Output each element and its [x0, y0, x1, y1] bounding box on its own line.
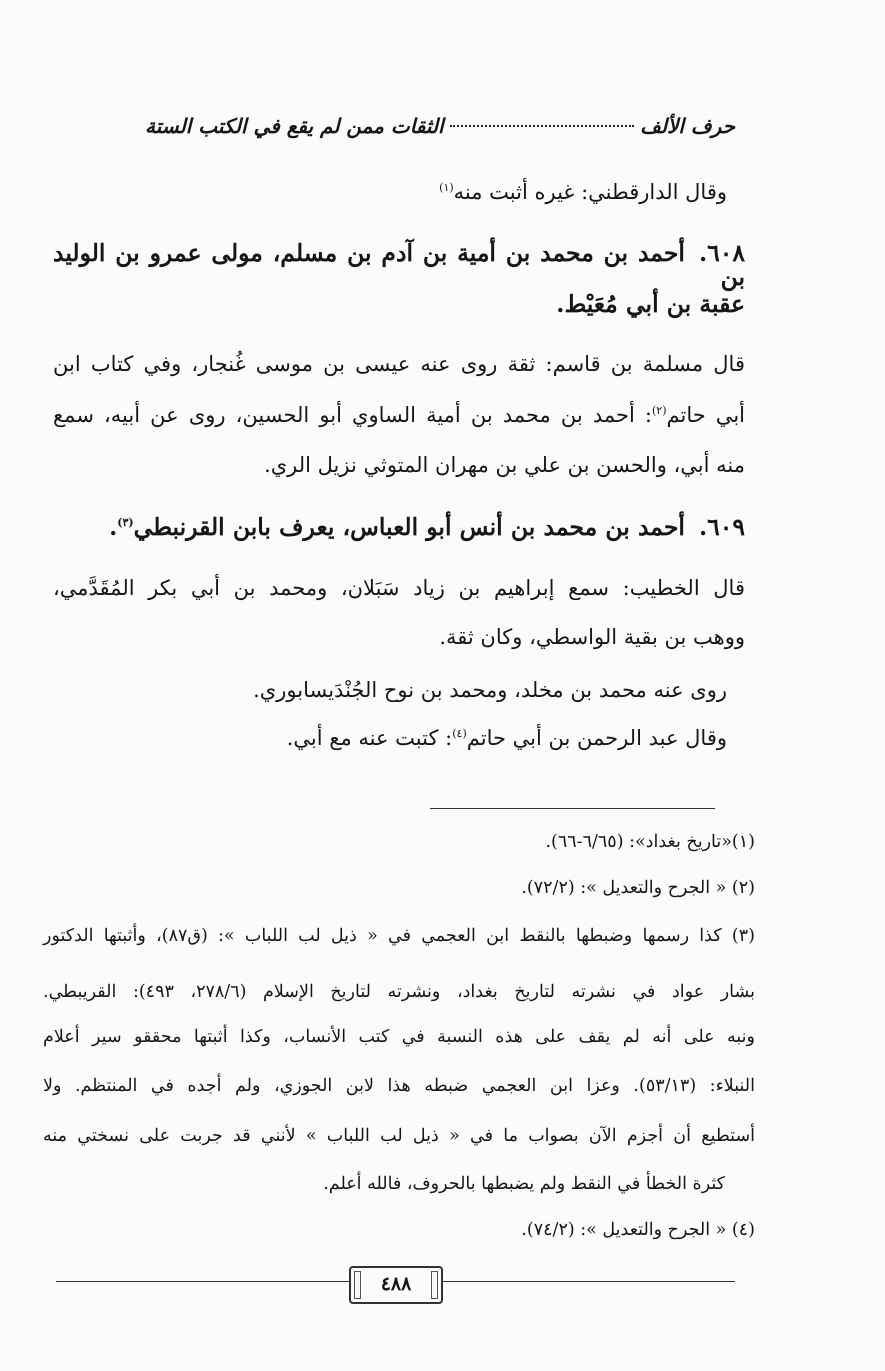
- entry-number: ٦٠٩.: [698, 513, 745, 541]
- book-title: الثقات ممن لم يقع في الكتب الستة: [145, 114, 444, 138]
- page-number: ٤٨٨: [349, 1266, 443, 1304]
- entry-609-para2: روى عنه محمد بن مخلد، ومحمد بن نوح الجُنْدَيسابوري.: [253, 678, 727, 702]
- footnote-4: (٤) « الجرح والتعديل »: (٧٤/٢).: [521, 1220, 755, 1240]
- chapter-title: حرف الألف: [640, 114, 735, 138]
- footnote-2: (٢) « الجرح والتعديل »: (٧٢/٢).: [521, 878, 755, 898]
- entry-609-para-line1: قال الخطيب: سمع إبراهيم بن زياد سَبَلان، ومحمد بن أبي بكر المُقَدَّمي،: [53, 576, 745, 600]
- footnote-ref: (٤): [452, 727, 467, 740]
- footnote-3-line5: أستطيع أن أجزم الآن بصواب ما في « ذيل لب اللباب » لأنني قد جربت على نسختي منه: [43, 1126, 755, 1146]
- entry-608-heading-line2: عقبة بن أبي مُعَيْط.: [556, 290, 745, 318]
- footnote-3-line3: ونبه على أنه لم يقف على هذه النسبة في كتب الأنساب، وكذا أثبتها محققو سير أعلام: [43, 1027, 755, 1047]
- bottom-rule-left: [56, 1281, 349, 1282]
- running-head: [145, 114, 735, 138]
- footnote-1: (١)«تاريخ بغداد»: (٦/٦٥-٦٦).: [545, 832, 755, 852]
- footnote-3-line4: النبلاء: (٥٣/١٣). وعزا ابن العجمي ضبطه هذا لابن الجوزي، ولم أجده في المنتظم. ولا: [43, 1076, 755, 1096]
- entry-608-para-line1: قال مسلمة بن قاسم: ثقة روى عنه عيسى بن موسى غُنجار، وفي كتاب ابن: [53, 352, 745, 376]
- footnote-ref: (٣): [117, 516, 134, 530]
- previous-entry-line: وقال الدارقطني: غيره أثبت منه$^{(١)}$: [439, 180, 727, 204]
- bottom-rule-right: [439, 1281, 735, 1282]
- entry-608-heading-line1: ٦٠٨.أحمد بن محمد بن أمية بن آدم بن مسلم، مولى عمرو بن الوليد بن: [53, 239, 745, 291]
- leader-dots: [450, 125, 635, 127]
- footnote-3-line2: بشار عواد في نشرته لتاريخ بغداد، ونشرته لتاريخ الإسلام (٢٧٨/٦، ٤٩٣): القريبطي.: [43, 982, 755, 1002]
- entry-number: ٦٠٨.: [698, 239, 745, 267]
- footnote-separator: [430, 808, 715, 809]
- footnote-ref: (٢): [651, 404, 667, 417]
- footnote-3-line1: (٣) كذا رسمها وضبطها بالنقط ابن العجمي في « ذيل لب اللباب »: (ق٨٧)، وأثبتها الدكتور: [43, 926, 755, 946]
- footnote-3-line6: كثرة الخطأ في النقط ولم يضبطها بالحروف، فالله أعلم.: [323, 1174, 725, 1194]
- entry-608-para-line3: منه أبي، والحسن بن علي بن مهران المتوثي نزيل الري.: [264, 453, 745, 477]
- entry-608-para-line2: أبي حاتم$^{(٢)}$: أحمد بن محمد بن أمية الساوي أبو الحسين، روى عن أبيه، سمع: [53, 403, 745, 427]
- entry-609-para3: وقال عبد الرحمن بن أبي حاتم$^{(٤)}$: كتبت عنه مع أبي.: [286, 726, 727, 750]
- entry-609-heading: ٦٠٩.أحمد بن محمد بن أنس أبو العباس، يعرف بابن القرنبطي$^{(٣)}$.: [109, 513, 745, 541]
- footnote-ref: (١): [439, 181, 454, 194]
- entry-609-para-line2: ووهب بن بقية الواسطي، وكان ثقة.: [439, 625, 745, 649]
